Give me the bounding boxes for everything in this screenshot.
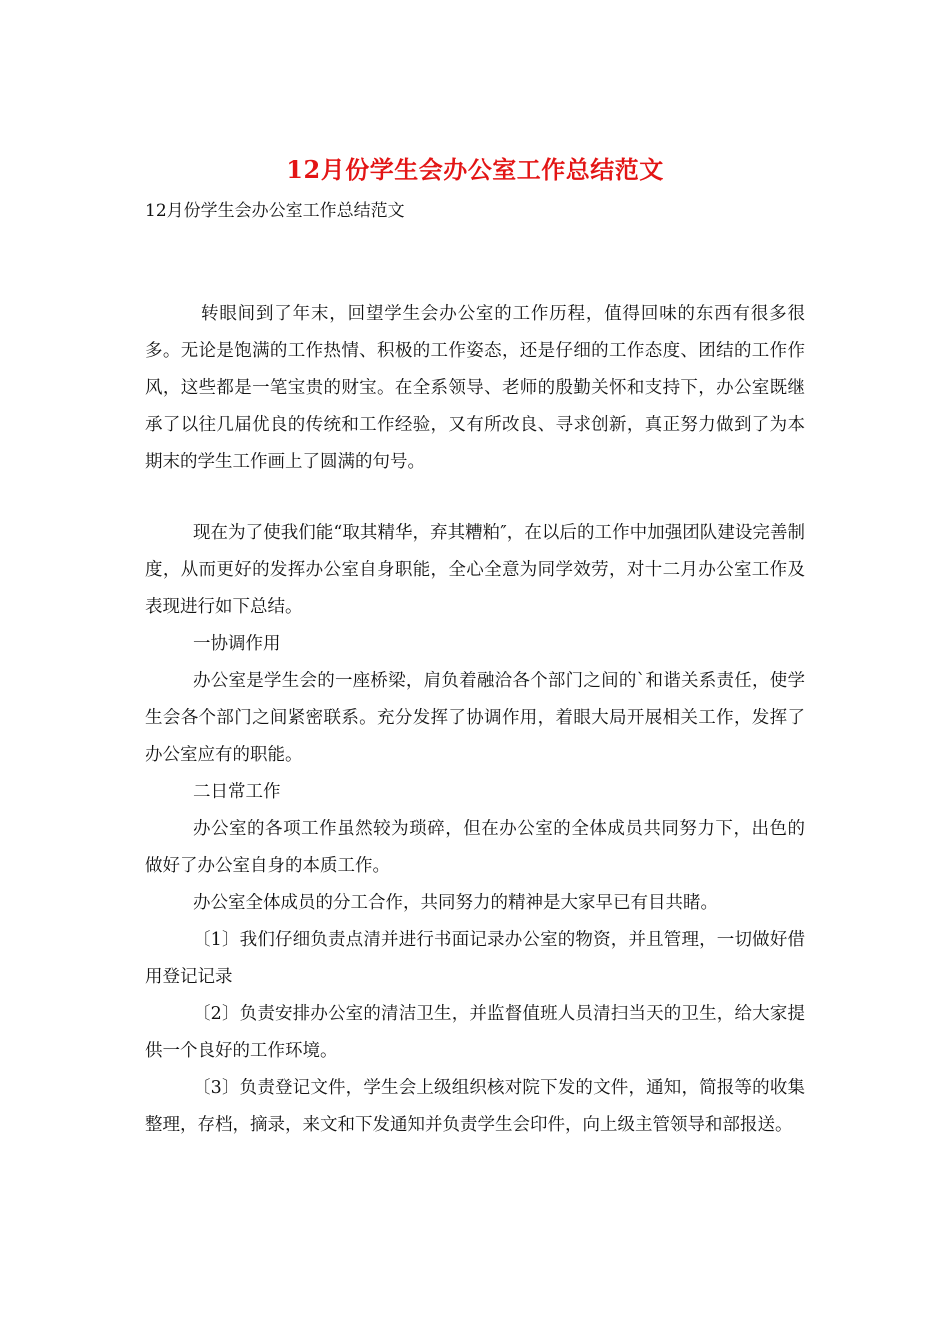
intro-section bbox=[145, 296, 805, 481]
list-item-3: 〔3〕负责登记文件，学生会上级组织核对院下发的文件，通知，简报等的收集整理，存档，摘录，来文和下发通知并负责学生会印件，向上级主管领导和部报送。 bbox=[145, 1078, 805, 1135]
list-item-1: 〔1〕我们仔细负责点清并进行书面记录办公室的物资，并且管理，一切做好借用登记记录 bbox=[145, 930, 805, 987]
paragraph-intro: 转眼间到了年末，回望学生会办公室的工作历程，值得回味的东西有很多很多。无论是饱满的工作热情、积极的工作姿态，还是仔细的工作态度、团结的工作作风，这些都是一笔宝贵的财宝。在全系领导、老师的殷勤关怀和支持下，办公室既继承了以往几届优良的传统和工作经验，又有所改良、寻求创新，真正努力做到了为本期末的学生工作画上了圆满的句号。 bbox=[145, 304, 805, 472]
body-section bbox=[145, 515, 805, 1144]
paragraph-coordination: 办公室是学生会的一座桥梁，肩负着融洽各个部门之间的`和谐关系责任，使学生会各个部门之间紧密联系。充分发挥了协调作用，着眼大局开展相关工作，发挥了办公室应有的职能。 bbox=[145, 671, 805, 765]
section-heading-daily-work: 二日常工作 bbox=[193, 782, 281, 802]
paragraph-summary-intro: 现在为了使我们能“取其精华，弃其糟粕″，在以后的工作中加强团队建设完善制度，从而更好的发挥办公室自身职能，全心全意为同学效劳，对十二月办公室工作及表现进行如下总结。 bbox=[145, 523, 805, 617]
section-heading-coordination: 一协调作用 bbox=[193, 634, 281, 654]
list-item-2: 〔2〕负责安排办公室的清洁卫生，并监督值班人员清扫当天的卫生，给大家提供一个良好的工作环境。 bbox=[145, 1004, 805, 1061]
document-subtitle: 12月份学生会办公室工作总结范文 bbox=[145, 201, 405, 221]
paragraph-daily-work: 办公室的各项工作虽然较为琐碎，但在办公室的全体成员共同努力下，出色的做好了办公室自身的本质工作。 bbox=[145, 819, 805, 876]
document-title: 12月份学生会办公室工作总结范文 bbox=[286, 155, 664, 184]
paragraph-teamwork: 办公室全体成员的分工合作，共同努力的精神是大家早已有目共睹。 bbox=[193, 893, 718, 913]
